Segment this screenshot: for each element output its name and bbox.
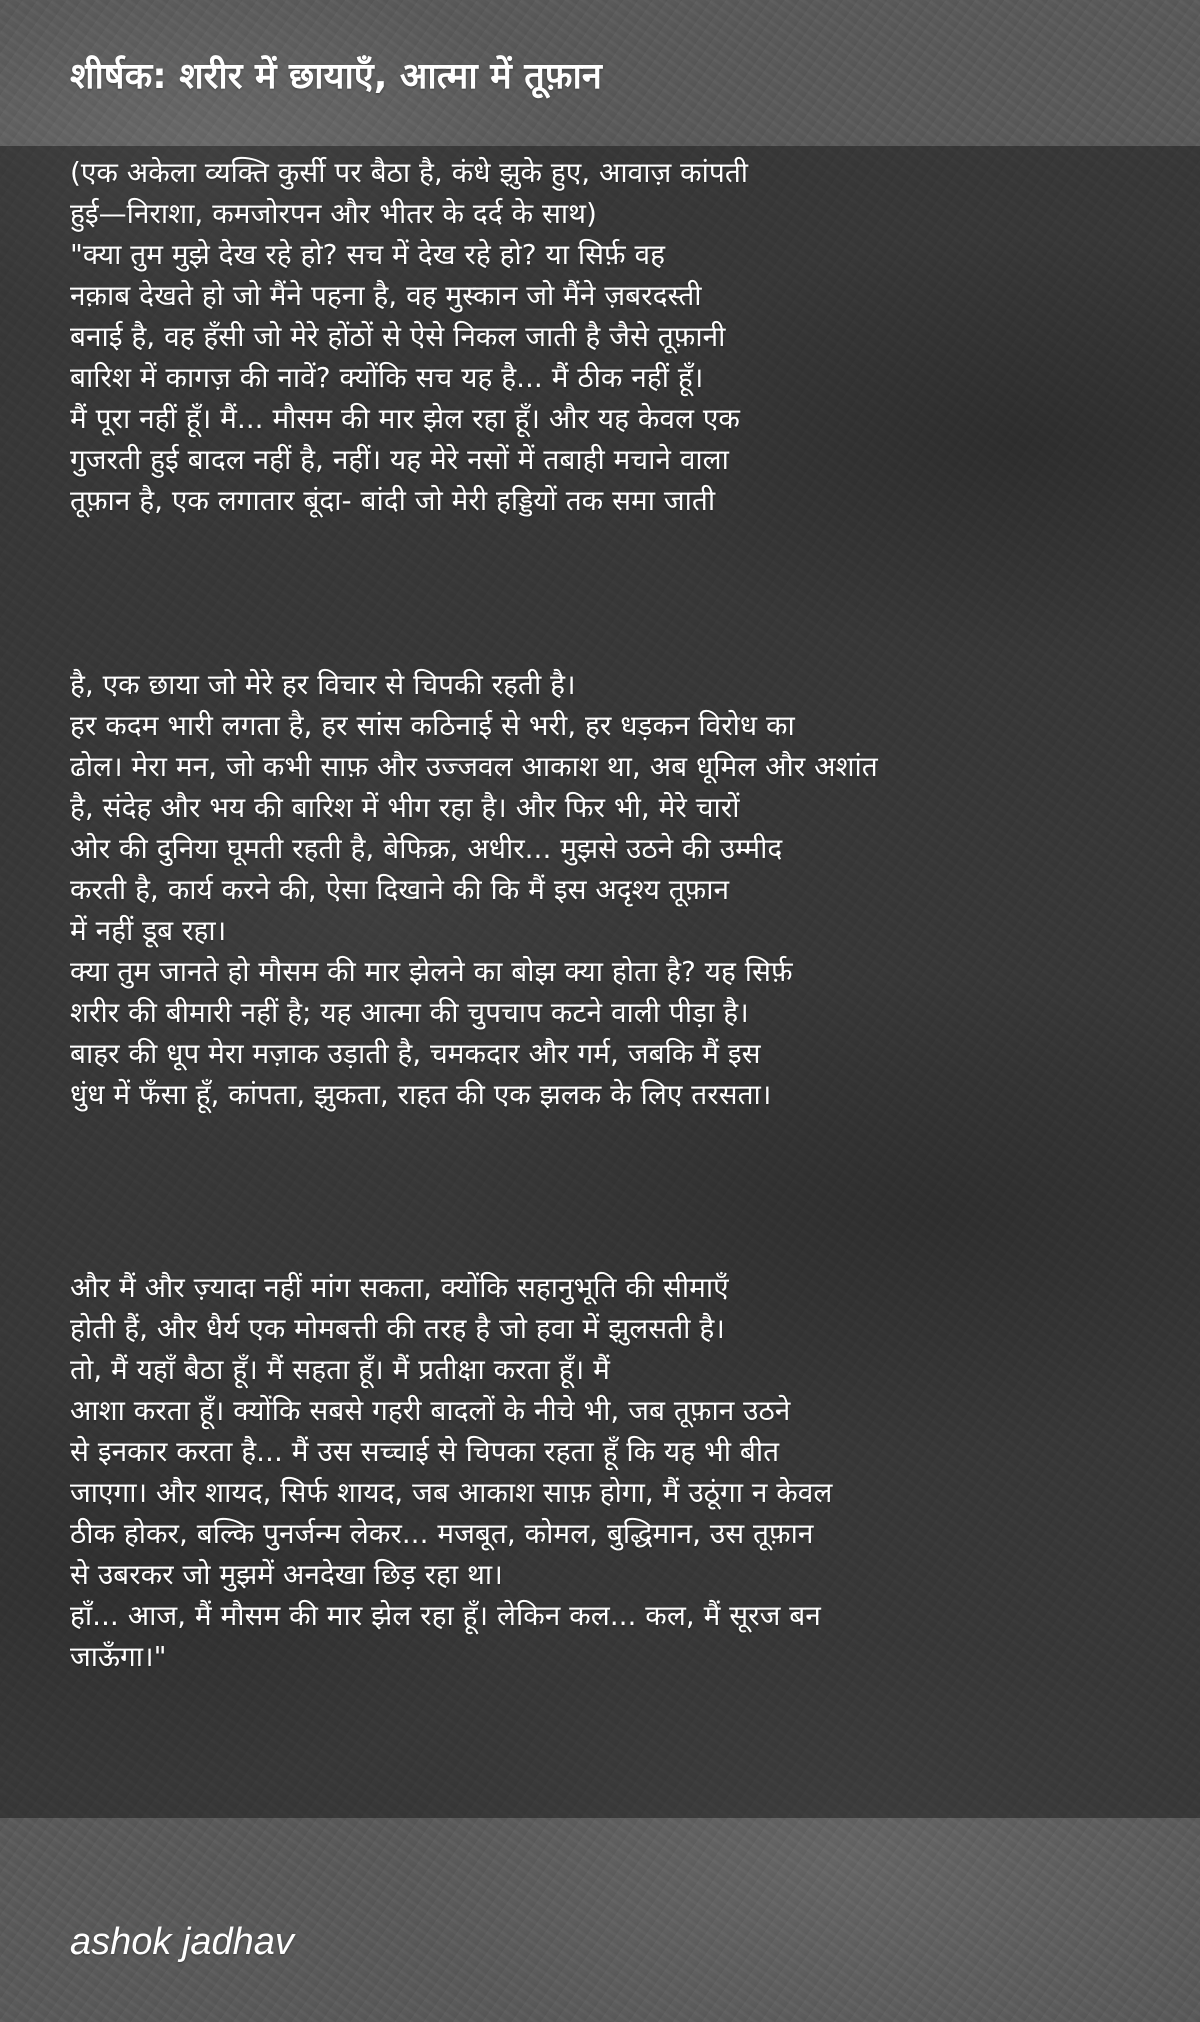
poem-panel-1	[0, 146, 1200, 622]
poem-line: तूफ़ान है, एक लगातार बूंदा- बांदी जो मेरी हड्डियों तक समा जाती	[70, 484, 716, 517]
poem-line: हर कदम भारी लगता है, हर सांस कठिनाई से भरी, हर धड़कन विरोध का	[70, 709, 795, 742]
poem-line: ठीक होकर, बल्कि पुनर्जन्म लेकर... मजबूत, कोमल, बुद्धिमान, उस तूफ़ान	[70, 1517, 814, 1550]
stanza-1	[70, 146, 1130, 521]
stanza-3	[70, 1247, 1130, 1677]
poem-line: बारिश में कागज़ की नावें? क्योंकि सच यह है... मैं ठीक नहीं हूँ।	[70, 361, 704, 394]
poem-line: मैं पूरा नहीं हूँ। मैं... मौसम की मार झेल रहा हूँ। और यह केवल एक	[70, 402, 740, 435]
poem-line: गुजरती हुई बादल नहीं है, नहीं। यह मेरे नसों में तबाही मचाने वाला	[70, 443, 729, 476]
poem-line: होती हैं, और धैर्य एक मोमबत्ती की तरह है जो हवा में झुलसती है।	[70, 1312, 725, 1345]
poem-line: और मैं और ज़्यादा नहीं मांग सकता, क्योंकि सहानुभूति की सीमाएँ	[70, 1271, 729, 1304]
poem-line: शरीर की बीमारी नहीं है; यह आत्मा की चुपचाप कटने वाली पीड़ा है।	[70, 996, 749, 1029]
stanza-2	[70, 622, 1130, 1115]
poem-line: ओर की दुनिया घूमती रहती है, बेफिक्र, अधीर... मुझसे उठने की उम्मीद	[70, 832, 783, 865]
poem-line: से इनकार करता है... मैं उस सच्चाई से चिपका रहता हूँ कि यह भी बीत	[70, 1435, 780, 1468]
poem-line: (एक अकेला व्यक्ति कुर्सी पर बैठा है, कंधे झुके हुए, आवाज़ कांपती	[70, 156, 749, 189]
poem-line: धुंध में फँसा हूँ, कांपता, झुकता, राहत की एक झलक के लिए तरसता।	[70, 1078, 772, 1111]
poem-line: तो, मैं यहाँ बैठा हूँ। मैं सहता हूँ। मैं प्रतीक्षा करता हूँ। मैं	[70, 1353, 610, 1386]
poem-line: है, संदेह और भय की बारिश में भीग रहा है। और फिर भी, मेरे चारों	[70, 791, 740, 824]
poem-line: से उबरकर जो मुझमें अनदेखा छिड़ रहा था।	[70, 1558, 503, 1591]
author-name: ashok jadhav	[70, 1921, 294, 1963]
poem-line: हाँ... आज, मैं मौसम की मार झेल रहा हूँ। लेकिन कल... कल, मैं सूरज बन	[70, 1599, 821, 1632]
poem-line: बाहर की धूप मेरा मज़ाक उड़ाती है, चमकदार और गर्म, जबकि मैं इस	[70, 1037, 761, 1070]
poem-line: आशा करता हूँ। क्योंकि सबसे गहरी बादलों के नीचे भी, जब तूफ़ान उठने	[70, 1394, 791, 1427]
poem-line: नक़ाब देखते हो जो मैंने पहना है, वह मुस्कान जो मैंने ज़बरदस्ती	[70, 279, 702, 312]
poem-line: है, एक छाया जो मेरे हर विचार से चिपकी रहती है।	[70, 668, 576, 701]
poem-line: जाएगा। और शायद, सिर्फ शायद, जब आकाश साफ़ होगा, मैं उठूंगा न केवल	[70, 1476, 833, 1509]
poem-line: हुई—निराशा, कमजोरपन और भीतर के दर्द के साथ)	[70, 197, 597, 230]
poem-line: ढोल। मेरा मन, जो कभी साफ़ और उज्जवल आकाश था, अब धूमिल और अशांत	[70, 750, 878, 783]
poem-title: शीर्षक: शरीर में छायाएँ, आत्मा में तूफ़ान	[70, 56, 602, 97]
poem-panel-2	[0, 622, 1200, 1247]
poem-line: क्या तुम जानते हो मौसम की मार झेलने का बोझ क्या होता है? यह सिर्फ़	[70, 955, 793, 988]
poem-line: में नहीं डूब रहा।	[70, 914, 227, 947]
poem-line: जाऊँगा।"	[70, 1640, 167, 1673]
poem-panel-3	[0, 1247, 1200, 1818]
poem-line: "क्या तुम मुझे देख रहे हो? सच में देख रहे हो? या सिर्फ़ वह	[70, 238, 665, 271]
poem-line: करती है, कार्य करने की, ऐसा दिखाने की कि मैं इस अदृश्य तूफ़ान	[70, 873, 730, 906]
poem-line: बनाई है, वह हँसी जो मेरे होंठों से ऐसे निकल जाती है जैसे तूफ़ानी	[70, 320, 726, 353]
